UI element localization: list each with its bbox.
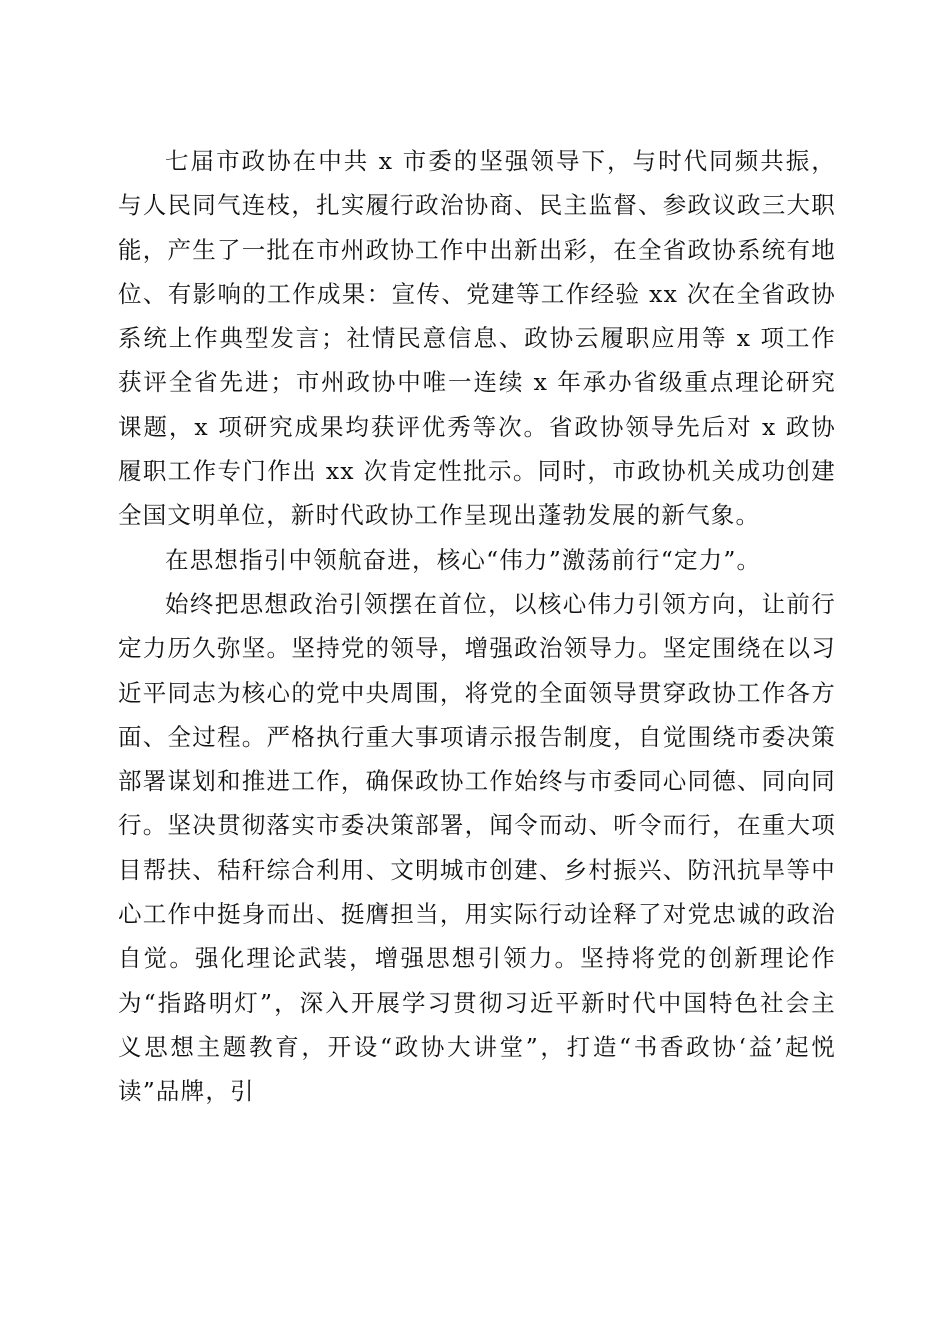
paragraph-political-guidance: 始终把思想政治引领摆在首位，以核心伟力引领方向，让前行定力历久弥坚。坚持党的领导，增强政治领导力。坚定围绕在以习近平同志为核心的党中央周围，将党的全面领导贯穿政协工作各方面、全过程。严格执行重大事项请示报告制度，自觉围绕市委决策部署谋划和推进工作，确保政协工作始终与市委同心同德、同向同行。坚决贯彻落实市委决策部署，闻令而动、听令而行，在重大项目帮扶、秸秆综合利用、文明城市创建、乡村振兴、防汛抗旱等中心工作中挺身而出、挺膺担当，用实际行动诠释了对党忠诚的政治自觉。强化理论武装，增强思想引领力。坚持将党的创新理论作为“指路明灯”，深入开展学习贯彻习近平新时代中国特色社会主义思想主题教育，开设“政协大讲堂”，打造“书香政协‘益’起悦读”品牌，引 xyxy=(118,589,836,1106)
document-page xyxy=(118,139,836,1114)
paragraph-achievements: 七届市政协在中共 x 市委的坚强领导下，与时代同频共振，与人民同气连枝，扎实履行政治协商、民主监督、参政议政三大职能，产生了一批在市州政协工作中出新出彩，在全省政协系统有地位、有影响的工作成果：宣传、党建等工作经验 xx 次在全省政协系统上作典型发言；社情民意信息、政协云履职应用等 x 项工作获评全省先进；市州政协中唯一连续 x 年承办省级重点理论研究课题，x 项研究成果均获评优秀等次。省政协领导先后对 x 政协履职工作专门作出 xx 次肯定性批示。同时，市政协机关成功创建全国文明单位，新时代政协工作呈现出蓬勃发展的新气象。 xyxy=(118,147,836,530)
paragraph-heading: 在思想指引中领航奋进，核心“伟力”激荡前行“定力”。 xyxy=(165,545,762,574)
